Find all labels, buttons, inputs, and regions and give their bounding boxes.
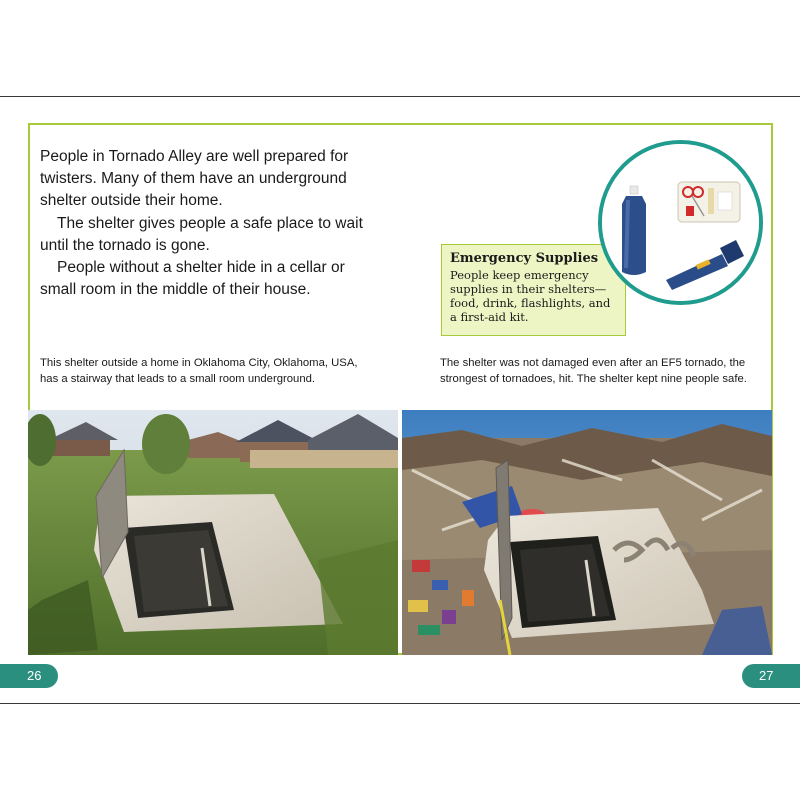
paragraph-3: People without a shelter hide in a cellar or small room in the middle of their house. bbox=[40, 259, 345, 299]
shelter-photo-left bbox=[28, 410, 398, 655]
water-bottle-icon bbox=[622, 186, 646, 275]
main-text bbox=[40, 146, 380, 301]
supplies-text: People keep emergency supplies in their shelters—food, drink, flashlights, and a first-aid kit. bbox=[450, 268, 611, 324]
page-number-left bbox=[0, 664, 58, 688]
right-photo-caption: The shelter was not damaged even after an EF5 tornado, the strongest of tornadoes, hit. The shelter kept nine people safe. bbox=[440, 357, 747, 385]
page-number-right bbox=[742, 664, 800, 688]
emergency-supplies-box bbox=[441, 244, 626, 336]
first-aid-kit-icon bbox=[678, 182, 740, 222]
paragraph-2: The shelter gives people a safe place to wait until the tornado is gone. bbox=[40, 214, 363, 254]
left-photo-caption: This shelter outside a home in Oklahoma City, Oklahoma, USA, has a stairway that leads to a small room underground. bbox=[40, 357, 358, 385]
page-number-left-text: 26 bbox=[27, 668, 42, 683]
page-number-right-text: 27 bbox=[759, 668, 774, 683]
shelter-photo-right bbox=[402, 410, 772, 655]
supplies-photo-circle bbox=[598, 140, 763, 305]
supplies-illustration bbox=[602, 144, 759, 301]
paragraph-1: People in Tornado Alley are well prepared for twisters. Many of them have an underground shelter outside their home. bbox=[40, 148, 349, 210]
supplies-title: Emergency Supplies bbox=[450, 251, 599, 266]
